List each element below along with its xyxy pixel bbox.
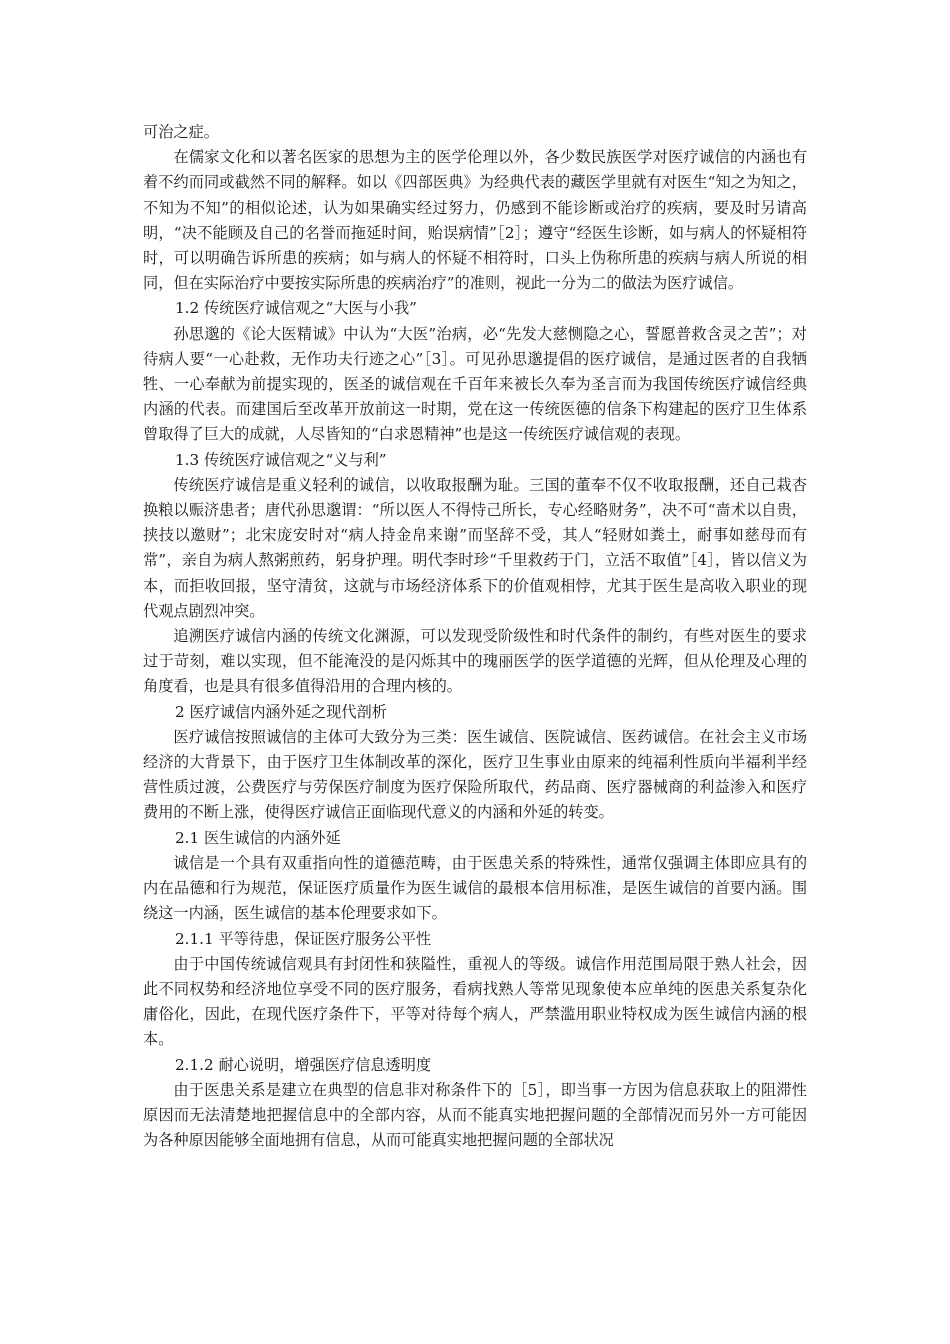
paragraph: 追溯医疗诚信内涵的传统文化渊源，可以发现受阶级性和时代条件的制约，有些对医生的要求过于苛刻，难以实现，但不能淹没的是闪烁其中的瑰丽医学的医学道德的光辉，但从伦理及心理的角度看，也是具有很多值得沿用的合理内核的。	[143, 627, 807, 696]
paragraph: 由于医患关系是建立在典型的信息非对称条件下的［5］，即当事一方因为信息获取上的阻滞性原因而无法清楚地把握信息中的全部内容，从而不能真实地把握问题的全部情况而另外一方可能因为各种原因能够全面地拥有信息，从而可能真实地把握问题的全部状况	[143, 1080, 807, 1150]
paragraph: 医疗诚信按照诚信的主体可大致分为三类：医生诚信、医院诚信、医药诚信。在社会主义市场经济的大背景下，由于医疗卫生体制改革的深化，医疗卫生事业由原来的纯福利性质向半福利半经营性质过渡，公费医疗与劳保医疗制度为医疗保险所取代，药品商、医疗器械商的利益渗入和医疗费用的不断上涨，使得医疗诚信正面临现代意义的内涵和外延的转变。	[143, 727, 807, 822]
paragraph: 孙思邈的《论大医精诚》中认为“大医”治病，必“先发大慈恻隐之心，誓愿普救含灵之苦”；对待病人要“一心赴救，无作功夫行迹之心”［3］。可见孙思邈提倡的医疗诚信，是通过医者的自我牺牲、一心奉献为前提实现的，医圣的诚信观在千百年来被长久奉为圣言而为我国传统医疗诚信经典内涵的代表。而建国后至改革开放前这一时期，党在这一传统医德的信条下构建起的医疗卫生体系曾取得了巨大的成就，人尽皆知的“白求恩精神”也是这一传统医疗诚信观的表现。	[143, 324, 807, 444]
section-heading: 2.1 医生诚信的内涵外延	[175, 828, 341, 847]
section-heading: 2.1.1 平等待患，保证医疗服务公平性	[175, 929, 432, 948]
section-heading: 2.1.2 耐心说明，增强医疗信息透明度	[175, 1055, 432, 1074]
section-heading: 1.3 传统医疗诚信观之“义与利”	[175, 450, 387, 469]
paragraph: 传统医疗诚信是重义轻利的诚信，以收取报酬为耻。三国的董奉不仅不收取报酬，还自己栽杏换粮以赈济患者；唐代孙思邈谓：“所以医人不得恃己所长，专心经略财务”，决不可“啬术以自贵，挟技以邀财”；北宋庞安时对“病人持金帛来谢”而坚辞不受，其人“轻财如粪土，耐事如慈母而有常”，亲自为病人熬粥煎药，躬身护理。明代李时珍“千里救药于门，立活不取值”［4］，皆以信义为本，而拒收回报，坚守清贫，这就与市场经济体系下的价值观相悖，尤其于医生是高收入职业的现代观点剧烈冲突。	[143, 475, 807, 620]
paragraph: 由于中国传统诚信观具有封闭性和狭隘性，重视人的等级。诚信作用范围局限于熟人社会，因此不同权势和经济地位享受不同的医疗服务，看病找熟人等常见现象使本应单纯的医患关系复杂化庸俗化，因此，在现代医疗条件下，平等对待每个病人，严禁滥用职业特权成为医生诚信内涵的根本。	[143, 954, 807, 1049]
paragraph: 在儒家文化和以著名医家的思想为主的医学伦理以外，各少数民族医学对医疗诚信的内涵也有着不约而同或截然不同的解释。如以《四部医典》为经典代表的藏医学里就有对医生“知之为知之，不知为不知”的相似论述，认为如果确实经过努力，仍感到不能诊断或治疗的疾病，要及时另请高明，“决不能顾及自己的名誉而拖延时间，贻误病情”［2］；遵守“经医生诊断，如与病人的怀疑相符时，可以明确告诉所患的疾病；如与病人的怀疑不相符时，口头上伪称所患的疾病与病人所说的相同，但在实际治疗中要按实际所患的疾病治疗”的准则，视此一分为二的做法为医疗诚信。	[143, 148, 807, 293]
paragraph: 可治之症。	[143, 123, 219, 141]
section-heading: 2 医疗诚信内涵外延之现代剖析	[175, 702, 387, 721]
paragraph: 诚信是一个具有双重指向性的道德范畴，由于医患关系的特殊性，通常仅强调主体即应具有的内在品德和行为规范，保证医疗质量作为医生诚信的最根本信用标准，是医生诚信的首要内涵。围绕这一内涵，医生诚信的基本伦理要求如下。	[143, 853, 807, 923]
document-body	[143, 120, 807, 1153]
section-heading: 1.2 传统医疗诚信观之“大医与小我”	[175, 299, 417, 318]
